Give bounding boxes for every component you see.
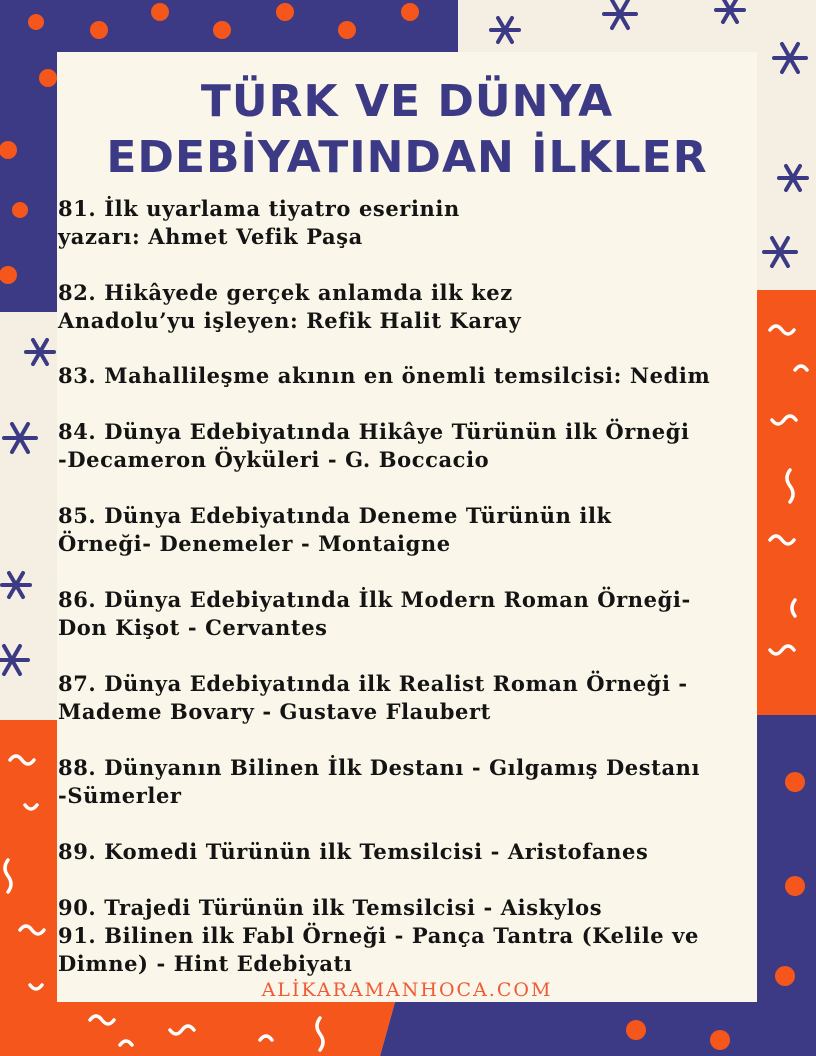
list-item — [58, 279, 756, 335]
item-line: Don Kişot - Cervantes — [58, 615, 328, 640]
list-item — [58, 670, 756, 726]
list-item — [58, 418, 756, 474]
item-line: 89. Komedi Türünün ilk Temsilcisi - Aristofanes — [58, 839, 649, 864]
item-line: Anadolu’yu işleyen: Refik Halit Karay — [58, 308, 522, 333]
item-line: 86. Dünya Edebiyatında İlk Modern Roman Örneği- — [58, 587, 691, 612]
list-item — [58, 838, 756, 866]
list-item — [58, 922, 756, 978]
website-footer: ALİKARAMANHOCA.COM — [261, 979, 553, 1001]
item-line: Mademe Bovary - Gustave Flaubert — [58, 699, 491, 724]
item-line: 81. İlk uyarlama tiyatro eserinin — [58, 196, 460, 221]
list-item — [58, 754, 756, 810]
title-line-1: TÜRK VE DÜNYA — [200, 76, 614, 127]
item-line: -Sümerler — [58, 783, 182, 808]
item-line: Dimne) - Hint Edebiyatı — [58, 951, 353, 976]
item-line: Örneği- Denemeler - Montaigne — [58, 531, 451, 556]
list-item — [58, 894, 756, 922]
item-line: 82. Hikâyede gerçek anlamda ilk kez — [58, 280, 513, 305]
list-item — [58, 362, 756, 390]
list-item — [58, 586, 756, 642]
item-line: 85. Dünya Edebiyatında Deneme Türünün ilk — [58, 503, 612, 528]
item-line: 87. Dünya Edebiyatında ilk Realist Roman Örneği - — [58, 671, 688, 696]
list-item — [58, 195, 756, 251]
page-title — [57, 74, 757, 186]
item-line: 91. Bilinen ilk Fabl Örneği - Pança Tantra (Kelile ve — [58, 923, 699, 948]
list-item — [58, 502, 756, 558]
item-line: 90. Trajedi Türünün ilk Temsilcisi - Aiskylos — [58, 895, 603, 920]
item-line: 83. Mahallileşme akının en önemli temsilcisi: Nedim — [58, 363, 711, 388]
item-line: 84. Dünya Edebiyatında Hikâye Türünün ilk Örneği — [58, 419, 690, 444]
item-line: 88. Dünyanın Bilinen İlk Destanı - Gılgamış Destanı — [58, 755, 701, 780]
title-line-2: EDEBİYATINDAN İLKLER — [106, 132, 708, 183]
item-line: yazarı: Ahmet Vefik Paşa — [58, 224, 363, 249]
item-line: -Decameron Öyküleri - G. Boccacio — [58, 447, 490, 472]
